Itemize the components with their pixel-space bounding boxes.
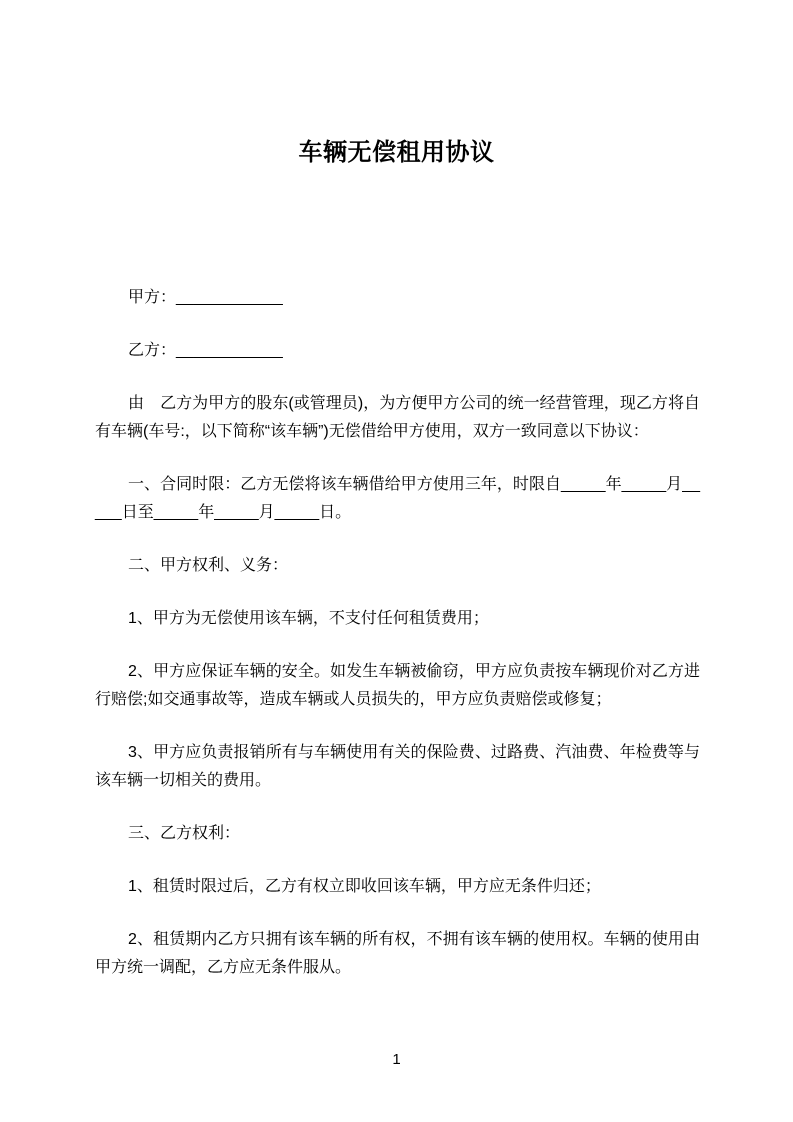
section-2-item-2: 2、甲方应保证车辆的安全。如发生车辆被偷窃，甲方应负责按车辆现价对乙方进行赔偿;如交通事故等，造成车辆或人员损失的，甲方应负责赔偿或修复； <box>95 663 700 708</box>
party-b-label: 乙方： <box>128 342 177 359</box>
section-2-item-3: 3、甲方应负责报销所有与车辆使用有关的保险费、过路费、汽油费、年检费等与该车辆一切相关的费用。 <box>95 744 700 789</box>
party-b-blank: ____________ <box>176 342 283 359</box>
party-a-blank: ____________ <box>176 289 283 306</box>
document-title: 车辆无偿租用协议 <box>298 139 495 166</box>
section-2-item-1: 1、甲方为无偿使用该车辆，不支付任何租赁费用； <box>128 610 489 627</box>
party-a-label: 甲方： <box>128 289 177 306</box>
paragraph-intro: 由 乙方为甲方的股东(或管理员)，为方便甲方公司的统一经营管理，现乙方将自有车辆(车号:，以下简称“该车辆”)无偿借给甲方使用，双方一致同意以下协议： <box>95 395 700 440</box>
document-body <box>95 284 700 1007</box>
party-a-line <box>95 284 700 312</box>
party-b-line <box>95 337 700 365</box>
section-3-item-1: 1、租赁时限过后，乙方有权立即收回该车辆，甲方应无条件归还； <box>128 878 601 895</box>
page-number: 1 <box>392 1051 401 1068</box>
section-2-heading: 二、甲方权利、义务： <box>128 557 289 574</box>
section-3-item-2: 2、租赁期内乙方只拥有该车辆的所有权，不拥有该车辆的使用权。车辆的使用由甲方统一调配，乙方应无条件服从。 <box>95 931 700 976</box>
section-3-heading: 三、乙方权利： <box>128 825 241 842</box>
paragraph-term: 一、合同时限：乙方无偿将该车辆借给甲方使用三年，时限自_____年_____月_____日至_____年_____月_____日。 <box>95 476 700 521</box>
